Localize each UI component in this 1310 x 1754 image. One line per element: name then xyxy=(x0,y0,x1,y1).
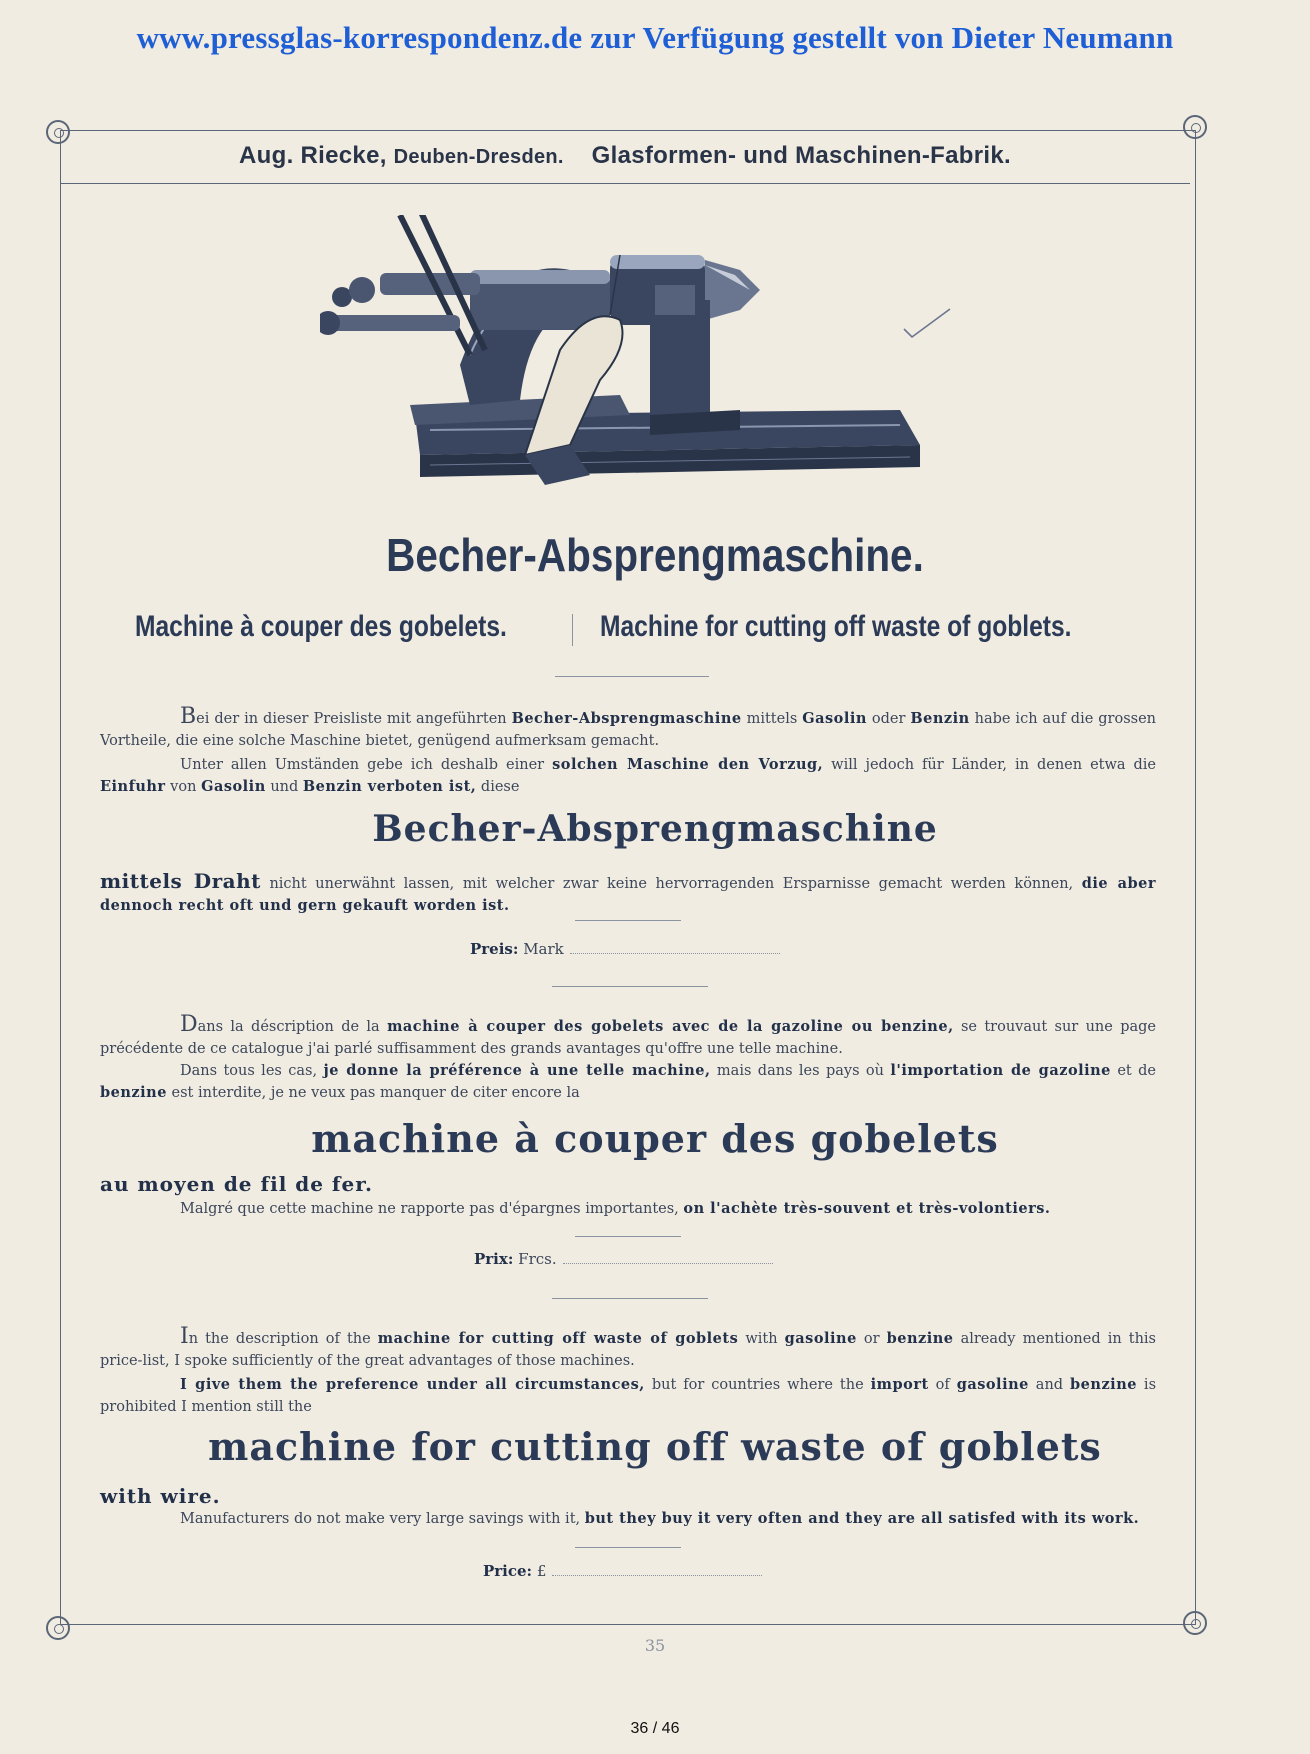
french-big-heading: machine à couper des gobelets xyxy=(311,1116,999,1161)
drop-letter: D xyxy=(180,1012,198,1037)
german-big-heading: Becher-Absprengmaschine xyxy=(372,808,938,850)
section-rule xyxy=(552,1298,708,1299)
frame-bottom-line xyxy=(60,1624,1196,1625)
subtitle-english: Machine for cutting off waste of goblets. xyxy=(600,610,1072,643)
german-paragraph-3: mittels Draht nicht unerwähnt lassen, mit welcher zwar keine hervorragenden Ersparnisse gemacht werden können, die aber dennoch recht oft und gern gekauft worden ist. xyxy=(100,869,1157,914)
subtitle-divider xyxy=(572,614,573,646)
english-big-heading: machine for cutting off waste of goblets xyxy=(208,1424,1102,1469)
french-paragraph-3: Malgré que cette machine ne rapporte pas d'épargnes importantes, on l'achète très-souvent et très-volontiers. xyxy=(180,1200,1051,1217)
section-rule xyxy=(575,1547,681,1548)
check-mark-icon xyxy=(902,305,952,339)
drop-letter: I xyxy=(180,1324,189,1349)
french-paragraph-1: Dans la déscription de la machine à couper des gobelets avec de la gazoline ou benzine, se trouvaut sur une page précédente de ce catalogue j'ai parlé suffisamment des grands avantages qu'offre une telle machine. xyxy=(100,1012,1156,1057)
frame-right-line xyxy=(1195,130,1196,1625)
frame-header-rule xyxy=(60,183,1190,184)
source-banner: www.pressglas-korrespondenz.de zur Verfügung gestellt von Dieter Neumann xyxy=(136,20,1174,55)
french-price-line: Prix: Frcs. xyxy=(474,1250,773,1268)
pdf-page-indicator: 36 / 46 xyxy=(630,1720,680,1737)
catalogue-page-number: 35 xyxy=(644,1636,666,1655)
german-paragraph-1: Bei der in dieser Preisliste mit angeführten Becher-Absprengmaschine mittels Gasolin oder Benzin habe ich auf die grossen Vortheile, die eine solche Maschine bietet, genügend aufmerksam gemacht. xyxy=(100,704,1156,749)
corner-ornament-icon xyxy=(1183,115,1207,139)
french-paragraph-2: Dans tous les cas, je donne la préférence à une telle machine, mais dans les pays où l'importation de gazoline et de benzine est interdite, je ne veux pas manquer de citer encore la xyxy=(100,1062,1156,1101)
company-type: Glasformen- und Maschinen-Fabrik. xyxy=(591,142,1011,169)
french-bold-line: au moyen de fil de fer. xyxy=(100,1172,373,1196)
german-paragraph-2: Unter allen Umständen gebe ich deshalb einer solchen Maschine den Vorzug, will jedoch für Länder, in denen etwa die Einfuhr von Gasolin und Benzin verboten ist, diese xyxy=(100,756,1157,795)
company-header xyxy=(60,142,1190,170)
price-blank xyxy=(570,953,780,954)
page-title: Becher-Absprengmaschine. xyxy=(386,529,924,581)
goblet-cutting-machine-illustration xyxy=(320,215,960,505)
german-price-line: Preis: Mark xyxy=(470,940,780,958)
section-rule xyxy=(575,1236,681,1237)
english-bold-line: with wire. xyxy=(100,1484,221,1508)
drop-letter: B xyxy=(180,704,197,729)
english-paragraph-1: In the description of the machine for cutting off waste of goblets with gasoline or benzine already mentioned in this price-list, I spoke sufficiently of the great advantages of those machines. xyxy=(100,1324,1156,1369)
frame-top-line xyxy=(60,130,1196,131)
english-paragraph-2: I give them the preference under all circumstances, but for countries where the import of gasoline and benzine is prohibited I mention still the xyxy=(100,1376,1157,1415)
english-paragraph-3: Manufacturers do not make very large savings with it, but they buy it very often and they are all satisfed with its work. xyxy=(180,1510,1140,1527)
company-place: Deuben-Dresden. xyxy=(393,146,564,168)
company-name: Aug. Riecke, xyxy=(239,142,387,169)
section-rule xyxy=(555,676,709,677)
frame-left-line xyxy=(60,130,61,1625)
english-price-line: Price: £ xyxy=(483,1562,762,1580)
price-blank xyxy=(552,1575,762,1576)
section-rule xyxy=(552,986,708,987)
price-blank xyxy=(563,1263,773,1264)
corner-ornament-icon xyxy=(46,120,70,144)
section-rule xyxy=(575,920,681,921)
corner-ornament-icon xyxy=(1183,1611,1207,1635)
subtitle-french: Machine à couper des gobelets. xyxy=(135,610,507,643)
